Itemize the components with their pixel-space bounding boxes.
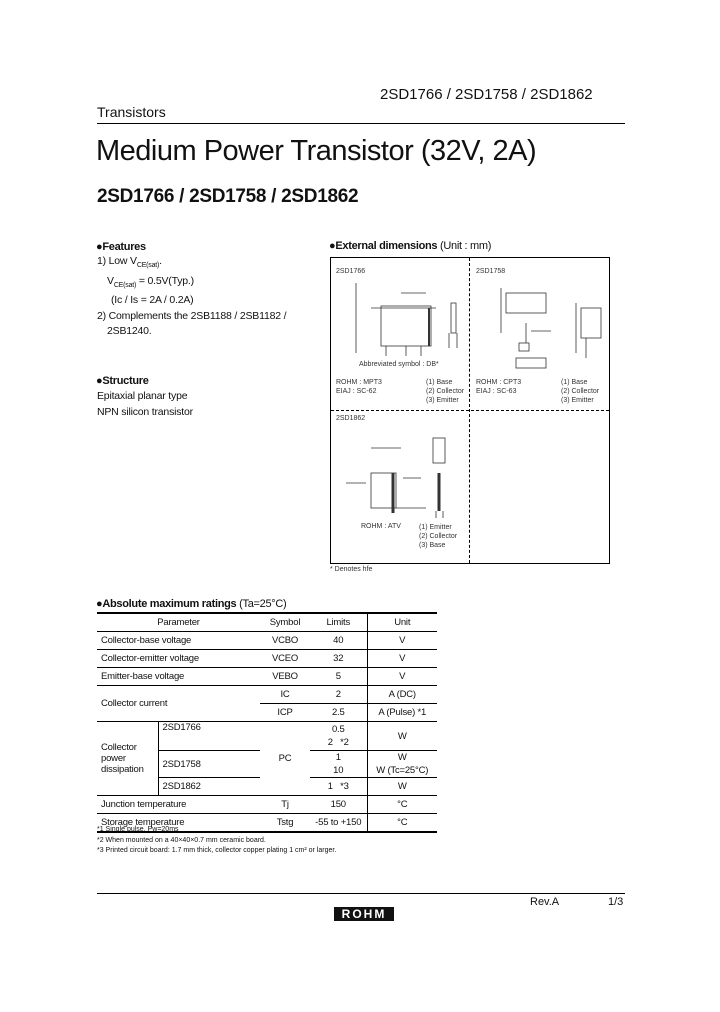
pkg2-codes [476,378,521,396]
symbol: VCBO [260,632,310,650]
unit: °C [367,796,437,814]
note-1: *1 Single pulse, Pw=20ms [97,826,179,833]
pkg1-pin-3: (3) Emitter [426,397,459,404]
unit: W [367,722,437,751]
pkg1-pin-2: (2) Collector [426,388,465,395]
note-3: *3 Printed circuit board: 1.7 mm thick, collector copper plating 1 cm² or larger. [97,847,337,854]
param: Collector power dissipation [97,722,158,796]
col-limits: Limits [310,613,367,632]
dimensions-heading-text: External dimensions [335,240,438,252]
table-row [97,796,437,814]
limit: 5 [310,668,367,686]
col-symbol: Symbol [260,613,310,632]
ratings-heading: ●Absolute maximum ratings (Ta=25°C) [96,598,287,610]
limit-1: 1 [335,752,341,763]
pkg1-name: 2SD1766 [336,268,366,275]
limit: 2.5 [310,704,367,722]
dimensions-box [330,257,610,564]
limit-1: 0.5 [331,724,345,735]
unit: °C [367,814,437,833]
limit [310,722,367,751]
dimensions-divider-horizontal [331,410,609,411]
limit: 2 [310,686,367,704]
limit: 1 *3 [310,778,367,796]
col-parameter: Parameter [97,613,260,632]
pkg3-pins [419,523,457,550]
pkg3-pin-1: (1) Emitter [419,524,452,531]
limit: 40 [310,632,367,650]
header-category: Transistors [97,104,166,120]
param: Storage temperature [97,814,260,833]
header-part-numbers: 2SD1766 / 2SD1758 / 2SD1862 [380,86,593,103]
limit-2: 2 *2 [327,737,349,748]
table-row [97,722,437,751]
part: 2SD1758 [158,751,260,778]
limit-2: 10 [333,765,344,776]
vce-value: = 0.5V(Typ.) [136,274,194,287]
unit: A (Pulse) *1 [367,704,437,722]
param: Collector current [97,686,260,722]
footer-rule [97,893,625,894]
pkg2-pin-3: (3) Emitter [561,397,594,404]
unit-2: W (Tc=25°C) [376,765,429,776]
pkg2-pin-1: (1) Base [561,379,588,386]
param: Collector-base voltage [97,632,260,650]
limit: 32 [310,650,367,668]
ratings-notes [97,825,336,857]
structure-heading-text: Structure [102,375,149,387]
symbol: PC [260,722,310,796]
symbol: Tstg [260,814,310,833]
param: Emitter-base voltage [97,668,260,686]
feature-1-condition: (Ic / Is = 2A / 0.2A) [111,294,194,307]
table-header [97,613,437,632]
vce-label: V [107,274,114,287]
pkg2-eiaj: EIAJ : SC-63 [476,388,517,395]
table-row [97,650,437,668]
limit: -55 to +150 [310,814,367,833]
unit: W [367,778,437,796]
ratings-condition: (Ta=25°C) [239,598,287,610]
unit-1: W [397,752,407,763]
vce-sub: CE(sat) [113,281,137,289]
header-rule [97,123,625,124]
structure-line-2: NPN silicon transistor [97,405,193,418]
feature-1-value [97,274,286,294]
feature-2-cont: 2SB1240. [107,325,152,338]
pkg2-drawing [491,283,606,373]
pkg2-rohm: ROHM : CPT3 [476,379,522,386]
ratings-table [97,612,437,833]
features-heading-text: Features [102,241,146,253]
col-unit: Unit [367,613,437,632]
pkg3-rohm: ROHM : ATV [361,523,401,530]
pkg3-pin-2: (2) Collector [419,533,458,540]
unit: A (DC) [367,686,437,704]
feature-1-text: 1) Low V [97,255,137,267]
limit [310,751,367,778]
dimensions-unit: (Unit : mm) [440,240,492,252]
pkg1-pins [426,378,464,405]
revision: Rev.A [530,896,560,908]
pkg3-pin-3: (3) Base [419,542,446,549]
symbol: VEBO [260,668,310,686]
pkg3-drawing [341,423,461,518]
unit: V [367,668,437,686]
param: Collector-emitter voltage [97,650,260,668]
page-number: 1/3 [608,896,624,908]
param: Junction temperature [97,796,260,814]
unit: V [367,632,437,650]
pkg2-pins [561,378,599,405]
note-2: *2 When mounted on a 40×40×0.7 mm ceramic board. [97,836,266,844]
part: 2SD1766 [158,722,260,751]
unit: V [367,650,437,668]
symbol: VCEO [260,650,310,668]
symbol: Tj [260,796,310,814]
structure-heading: ●Structure [96,375,149,387]
pkg3-name: 2SD1862 [336,415,366,422]
structure-line-1: Epitaxial planar type [97,390,188,402]
symbol: IC [260,686,310,704]
page-title: Medium Power Transistor (32V, 2A) [96,135,537,167]
dimensions-heading: ●External dimensions (Unit : mm) [329,240,492,252]
pkg1-drawing [351,278,461,358]
features-heading: ●Features [96,241,146,253]
part: 2SD1862 [158,778,260,796]
page-subtitle: 2SD1766 / 2SD1758 / 2SD1862 [97,186,359,207]
pkg2-pin-2: (2) Collector [561,388,600,395]
pkg1-rohm: ROHM : MPT3 [336,379,382,386]
symbol: ICP [260,704,310,722]
feature-1 [97,254,286,274]
structure-text [97,389,193,420]
features-list [97,254,286,340]
rohm-logo: ROHM [334,907,394,921]
unit [367,751,437,778]
table-row [97,632,437,650]
feature-1-end: . [159,255,162,267]
feature-2: 2) Complements the 2SB1188 / 2SB1182 / [97,309,287,322]
limit: 150 [310,796,367,814]
pkg1-abbr: Abbreviated symbol : DB* [359,361,439,368]
table-row [97,686,437,704]
table-row [97,668,437,686]
feature-1-sub: CE(sat) [136,262,160,270]
dimensions-note: * Denotes hfe [330,566,373,573]
pkg1-pin-1: (1) Base [426,379,453,386]
pkg1-eiaj: EIAJ : SC-62 [336,388,377,395]
ratings-heading-text: Absolute maximum ratings [102,598,237,610]
pkg1-codes [336,378,382,396]
pkg2-name: 2SD1758 [476,268,506,275]
